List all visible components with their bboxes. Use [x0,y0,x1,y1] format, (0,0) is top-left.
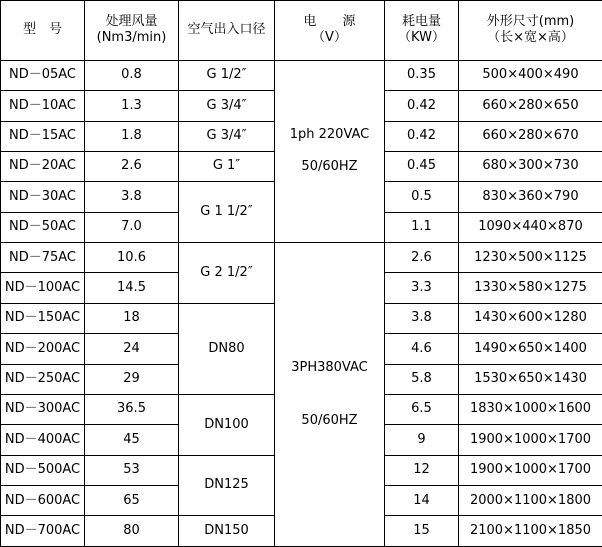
power-voltage: 1ph 220VAC [289,127,370,143]
cell-size: 660×280×670 [459,121,602,151]
header-consumption-title: 耗电量 [401,14,441,30]
power-frequency: 50/60HZ [301,159,358,175]
cell-airflow: 80 [85,516,179,547]
cell-airflow: 1.8 [85,121,179,151]
cell-size: 830×360×790 [459,182,602,212]
cell-kw: 0.42 [385,91,459,121]
cell-airflow: 36.5 [85,394,179,424]
cell-size: 1900×1000×1700 [459,455,602,485]
cell-port: DN80 [179,303,275,394]
power-voltage: 3PH380VAC [291,360,368,376]
cell-airflow: 14.5 [85,273,179,303]
cell-kw: 9 [385,425,459,455]
cell-size: 680×300×730 [459,151,602,181]
header-airflow-title: 处理风量 [105,14,158,30]
cell-airflow: 18 [85,303,179,333]
cell-size: 660×280×650 [459,91,602,121]
cell-kw: 0.42 [385,121,459,151]
cell-port: G 1″ [179,151,275,181]
cell-kw: 0.5 [385,182,459,212]
table-row [1,60,602,90]
cell-model: ND－15AC [1,121,85,151]
cell-model: ND－600AC [1,486,85,516]
cell-airflow: 0.8 [85,60,179,90]
header-airflow [85,1,179,61]
cell-kw: 3.3 [385,273,459,303]
header-airflow-unit: (Nm3/min) [96,30,167,46]
table-row [1,243,602,273]
cell-airflow: 2.6 [85,151,179,181]
header-size [459,1,602,61]
cell-size: 2100×1100×1850 [459,516,602,547]
cell-size: 2000×1100×1800 [459,486,602,516]
cell-model: ND－30AC [1,182,85,212]
cell-size: 1430×600×1280 [459,303,602,333]
header-power-title: 电 源 [303,14,356,30]
cell-airflow: 7.0 [85,212,179,242]
cell-port: G 3/4″ [179,91,275,121]
cell-port: G 2 1/2″ [179,243,275,304]
cell-port: DN125 [179,455,275,516]
header-model: 型 号 [1,1,85,61]
cell-power-single-phase [275,60,385,242]
cell-model: ND－50AC [1,212,85,242]
header-power-unit: （V） [312,30,347,46]
cell-kw: 4.6 [385,334,459,364]
header-port: 空气出入口径 [179,1,275,61]
cell-port: G 3/4″ [179,121,275,151]
cell-airflow: 1.3 [85,91,179,121]
cell-kw: 3.8 [385,303,459,333]
cell-model: ND－500AC [1,455,85,485]
power-frequency: 50/60HZ [301,412,358,428]
cell-size: 1900×1000×1700 [459,425,602,455]
cell-size: 1830×1000×1600 [459,394,602,424]
cell-kw: 14 [385,486,459,516]
cell-model: ND－300AC [1,394,85,424]
cell-size: 500×400×490 [459,60,602,90]
cell-model: ND－100AC [1,273,85,303]
cell-size: 1230×500×1125 [459,243,602,273]
cell-airflow: 45 [85,425,179,455]
cell-kw: 2.6 [385,243,459,273]
cell-model: ND－75AC [1,243,85,273]
cell-model: ND－200AC [1,334,85,364]
cell-port: G 1/2″ [179,60,275,90]
cell-port: DN100 [179,394,275,455]
cell-kw: 0.45 [385,151,459,181]
cell-kw: 6.5 [385,394,459,424]
cell-airflow: 24 [85,334,179,364]
cell-kw: 15 [385,516,459,547]
cell-model: ND－05AC [1,60,85,90]
cell-airflow: 53 [85,455,179,485]
header-row [1,1,602,61]
cell-airflow: 10.6 [85,243,179,273]
cell-model: ND－700AC [1,516,85,547]
cell-kw: 1.1 [385,212,459,242]
cell-kw: 12 [385,455,459,485]
header-size-title: 外形尺寸(mm) [486,14,575,30]
cell-model: ND－400AC [1,425,85,455]
cell-port: G 1 1/2″ [179,182,275,243]
cell-port: DN150 [179,516,275,547]
cell-model: ND－10AC [1,91,85,121]
header-power [275,1,385,61]
header-size-unit: （长×宽×高） [487,30,574,46]
cell-size: 1490×650×1400 [459,334,602,364]
cell-power-three-phase [275,243,385,547]
cell-model: ND－150AC [1,303,85,333]
header-consumption-unit: （KW） [398,30,445,46]
cell-airflow: 3.8 [85,182,179,212]
cell-airflow: 29 [85,364,179,394]
cell-airflow: 65 [85,486,179,516]
cell-model: ND－250AC [1,364,85,394]
cell-size: 1090×440×870 [459,212,602,242]
header-consumption [385,1,459,61]
cell-size: 1530×650×1430 [459,364,602,394]
cell-kw: 0.35 [385,60,459,90]
cell-size: 1330×580×1275 [459,273,602,303]
cell-kw: 5.8 [385,364,459,394]
cell-model: ND－20AC [1,151,85,181]
